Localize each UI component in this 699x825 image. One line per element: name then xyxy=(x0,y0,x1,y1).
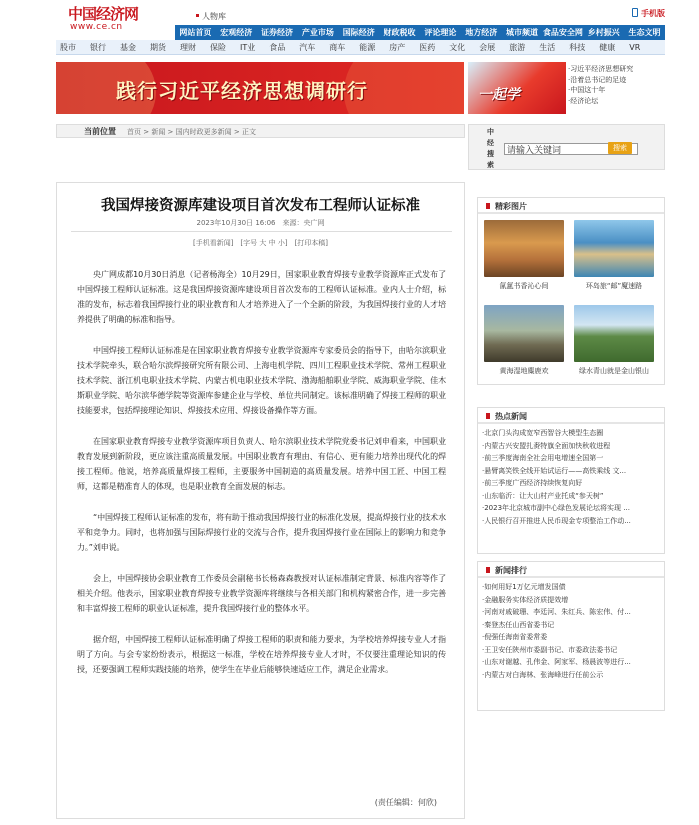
nav-channel-item[interactable]: 汽车 xyxy=(299,42,316,52)
nav-channel-item[interactable]: IT业 xyxy=(240,42,256,52)
news-item[interactable]: ·内蒙古对白海林、张海峰进行任前公示 xyxy=(482,670,604,679)
photo-caption[interactable]: 环岛旅“邮”魔速路 xyxy=(585,282,643,290)
panel-marker-icon xyxy=(486,203,490,209)
banner-title: 践行习近平经济思想调研行 xyxy=(116,79,368,103)
logo-url: www.ce.cn xyxy=(70,22,123,32)
photos-panel xyxy=(477,197,665,385)
nav-item[interactable]: 国际经济 xyxy=(342,28,375,37)
news-rank-list xyxy=(478,578,664,681)
nav-item[interactable]: 评论理论 xyxy=(424,28,457,37)
news-item[interactable]: ·人民银行召开推进人民币现金专项整治工作动... xyxy=(482,516,631,525)
side-link[interactable]: ·经济论坛 xyxy=(568,96,599,105)
news-item[interactable]: ·北京门头沟成宽窄西智谷大模型生态圈 xyxy=(482,429,604,437)
nav-channel-item[interactable]: 会展 xyxy=(479,42,496,52)
nav-channel-item[interactable]: 商车 xyxy=(329,42,346,52)
article-editor: (责任编辑：何欣) xyxy=(374,798,437,807)
nav-item[interactable]: 城市频道 xyxy=(506,28,539,37)
article-meta: 2023年10月30日 16:06 来源：央广网 xyxy=(196,219,325,227)
panel-header xyxy=(478,408,664,424)
article-paragraph: 央广网成都10月30日消息（记者杨海全）10月29日，国家职业教育焊接专业教学资源库正式发布了中国焊接工程师认证标准。这是我国焊接资源库建设项目首次发布的工程师认证标准。业内人士介绍，标准的发布，标志着我国焊接行业的职业教育和人才培养进入了一个全新的阶段，为我国焊接行业的人才培养提供了明确的标准和指导。 xyxy=(77,270,446,324)
news-item[interactable]: ·河南对戚破珊、李廷河、朱红兵、陈宏伟、付... xyxy=(482,608,631,616)
news-item[interactable]: ·2023年北京城市副中心绿色发展论坛将实现 ... xyxy=(482,504,630,512)
news-item[interactable]: ·前三季度广西经济持续恢复向好 xyxy=(482,479,583,487)
photo-thumbnail[interactable] xyxy=(574,305,654,362)
nav-channel-item[interactable]: 文化 xyxy=(449,42,466,52)
news-item[interactable]: ·倪强任海南省委常委 xyxy=(482,633,548,641)
nav-channel-item[interactable]: 医药 xyxy=(419,42,436,52)
phone-icon xyxy=(632,8,638,17)
breadcrumb-path[interactable]: 首页 > 新闻 > 国内时政更多新闻 > 正文 xyxy=(127,128,256,136)
nav-channel-item[interactable]: 期货 xyxy=(150,42,166,52)
photo-caption[interactable]: 黄海湿地麋鹿欢 xyxy=(499,367,549,375)
photo-caption[interactable]: 绿水青山就是金山银山 xyxy=(579,367,649,375)
article-paragraph: 中国焊接工程师认证标准是在国家职业教育焊接专业教学资源库专家委员会的指导下，由哈尔滨职业技术学院牵头，联合哈尔滨焊接研究所有限公司、上海电机学院、四川工程职业技术学院、常州工程职业技术学院、浙江机电职业技术学院、内蒙古机电职业技术学院、渤海船舶职业学院、威海职业学院、佳木斯职业学院、哈尔滨华德学院等资源库参建企业与学校、单位共同制定。该标准明确了焊接工程师的职业技能要求，包括焊接理论知识、焊接技术应用、焊接设备操作等方面。 xyxy=(77,346,446,415)
divider xyxy=(71,231,452,232)
nav-channel-item[interactable]: 能源 xyxy=(359,42,376,52)
site-logo[interactable] xyxy=(68,6,140,36)
news-item[interactable]: ·如何用好1万亿元增发国债 xyxy=(482,583,566,591)
hot-news-list xyxy=(478,424,664,527)
panel-title: 新闻排行 xyxy=(495,566,527,575)
breadcrumb xyxy=(56,124,465,138)
news-item[interactable]: ·前三季度海南全社会用电增速全国第一 xyxy=(482,454,604,462)
search-button[interactable]: 搜索 xyxy=(608,142,632,154)
panel-title: 热点新闻 xyxy=(495,412,527,421)
search-box xyxy=(468,124,665,170)
article-paragraph: 会上，中国焊接协会职业教育工作委员会副秘书长杨森森教授对认证标准制定背景、标准内容等作了相关介绍。他表示，国家职业教育焊接专业教学资源库将继续与各相关部门和机构紧密合作，进一步完善和丰富焊接工程师的职业认证标准，提升我国焊接行业的整体水平。 xyxy=(77,574,446,613)
nav-channel-item[interactable]: 理财 xyxy=(180,42,196,52)
article-paragraph: 在国家职业教育焊接专业教学资源库项目负责人、哈尔滨职业技术学院党委书记刘申看来，中国职业教育发展到新阶段，更应该注重高质量发展。中国职业教育有理由、有信心、更有能力培养出现代化的焊接工程师。他说，培养高质量焊接工程师，主要服务中国制造的高质量发展。培养中国工匠、中国工程师，这都是精准育人的体现，也是职业教育全面发展的标志。 xyxy=(77,437,446,491)
nav-item[interactable]: 乡村振兴 xyxy=(587,28,620,37)
nav-channel-item[interactable]: 生活 xyxy=(539,42,556,52)
article xyxy=(56,182,465,819)
nav-channel-item[interactable]: 旅游 xyxy=(509,42,526,52)
nav-channel-item[interactable]: 股市 xyxy=(60,42,76,52)
hot-news-panel xyxy=(477,407,665,554)
photo-caption[interactable]: 氤氲书香沁心间 xyxy=(499,282,549,290)
nav-item[interactable]: 食品安全网 xyxy=(542,28,583,37)
panel-header xyxy=(478,562,664,578)
side-link[interactable]: ·习近平经济思想研究 xyxy=(568,65,634,73)
nav-item[interactable]: 宏观经济 xyxy=(220,28,253,37)
photo-thumbnail[interactable] xyxy=(484,305,564,362)
nav-channel-item[interactable]: 房产 xyxy=(389,42,406,52)
side-link[interactable]: ·沿着总书记的足迹 xyxy=(568,75,627,84)
nav-channel-item[interactable]: 健康 xyxy=(599,42,616,52)
secondary-nav xyxy=(56,40,665,55)
article-body xyxy=(77,267,446,693)
person-library-link[interactable]: 人物库 xyxy=(202,12,226,21)
nav-channel-item[interactable]: 保险 xyxy=(210,42,226,52)
article-paragraph: 据介绍，中国焊接工程师认证标准明确了焊接工程师的职责和能力要求，为学校培养焊接专业人才指明了方向。与会专家纷纷表示，根据这一标准，学校在培养焊接专业人才时，不仅要注重理论知识的传授，还要强调工程师实践技能的培养，使学生在毕业后能够快速适应工作，满足企业需求。 xyxy=(77,635,446,674)
mobile-version-link[interactable] xyxy=(632,8,665,19)
breadcrumb-label: 当前位置 xyxy=(84,127,116,136)
nav-channel-item[interactable]: 科技 xyxy=(569,42,586,52)
nav-channel-item[interactable]: 基金 xyxy=(120,42,136,52)
nav-item[interactable]: 地方经济 xyxy=(465,28,498,37)
news-item[interactable]: ·山东对谢越、孔伟金、阿家军、杨晨波等进行... xyxy=(482,658,631,666)
article-title: 我国焊接资源库建设项目首次发布工程师认证标准 xyxy=(101,197,420,214)
news-rank-panel xyxy=(477,561,665,711)
panel-marker-icon xyxy=(486,567,490,573)
search-label: 中经搜索 xyxy=(487,128,494,169)
article-paragraph: “中国焊接工程师认证标准的发布，将有助于推动我国焊接行业的标准化发展，提高焊接行业的技术水平和竞争力。同时，也将加强与国际焊接行业的交流与合作，提升我国焊接行业在国际上的影响力和竞争力。”刘申说。 xyxy=(77,513,446,552)
nav-item[interactable]: 网站首页 xyxy=(179,28,212,37)
news-item[interactable]: ·内蒙古兴安盟扎赉特旗全面加快秋收进程 xyxy=(482,441,611,450)
side-link[interactable]: ·中国这十年 xyxy=(568,86,606,94)
article-tools[interactable]: [手机看新闻] [字号 大 中 小] [打印本稿] xyxy=(192,239,329,247)
photo-thumbnail[interactable] xyxy=(484,220,564,277)
news-item[interactable]: ·秦登杰任山西省委书记 xyxy=(482,620,555,629)
news-item[interactable]: ·金融服务实体经济质提效增 xyxy=(482,595,569,604)
nav-item[interactable]: 生态文明 xyxy=(628,28,661,37)
promo-text: 一起学 xyxy=(478,87,520,103)
panel-marker-icon xyxy=(486,413,490,419)
nav-channel-item[interactable]: 银行 xyxy=(90,42,106,52)
mobile-label: 手机版 xyxy=(641,9,665,18)
nav-item[interactable]: 财政税收 xyxy=(383,28,416,37)
panel-title: 精彩图片 xyxy=(495,202,527,211)
news-item[interactable]: ·王卫安任陕州市委副书记、市委政法委书记 xyxy=(482,645,618,654)
nav-item[interactable]: 产业市场 xyxy=(301,28,334,37)
logo-text: 中国经济网 xyxy=(68,5,139,23)
photo-thumbnail[interactable] xyxy=(574,220,654,277)
banner-ad[interactable] xyxy=(56,62,464,114)
news-item[interactable]: ·悬臂离笑铁全线开始试运行——高铁乘线 文... xyxy=(482,466,627,475)
nav-channel-item[interactable]: 食品 xyxy=(269,42,286,52)
primary-nav xyxy=(175,25,665,40)
nav-channel-item[interactable]: VR xyxy=(629,42,641,52)
panel-header xyxy=(478,198,664,214)
news-item[interactable]: ·山东临沂：让大山村产业托成“参天树” xyxy=(482,491,604,500)
nav-item[interactable]: 证券经济 xyxy=(261,28,294,37)
banner-side-links xyxy=(568,64,664,106)
promo-image[interactable] xyxy=(468,62,566,114)
